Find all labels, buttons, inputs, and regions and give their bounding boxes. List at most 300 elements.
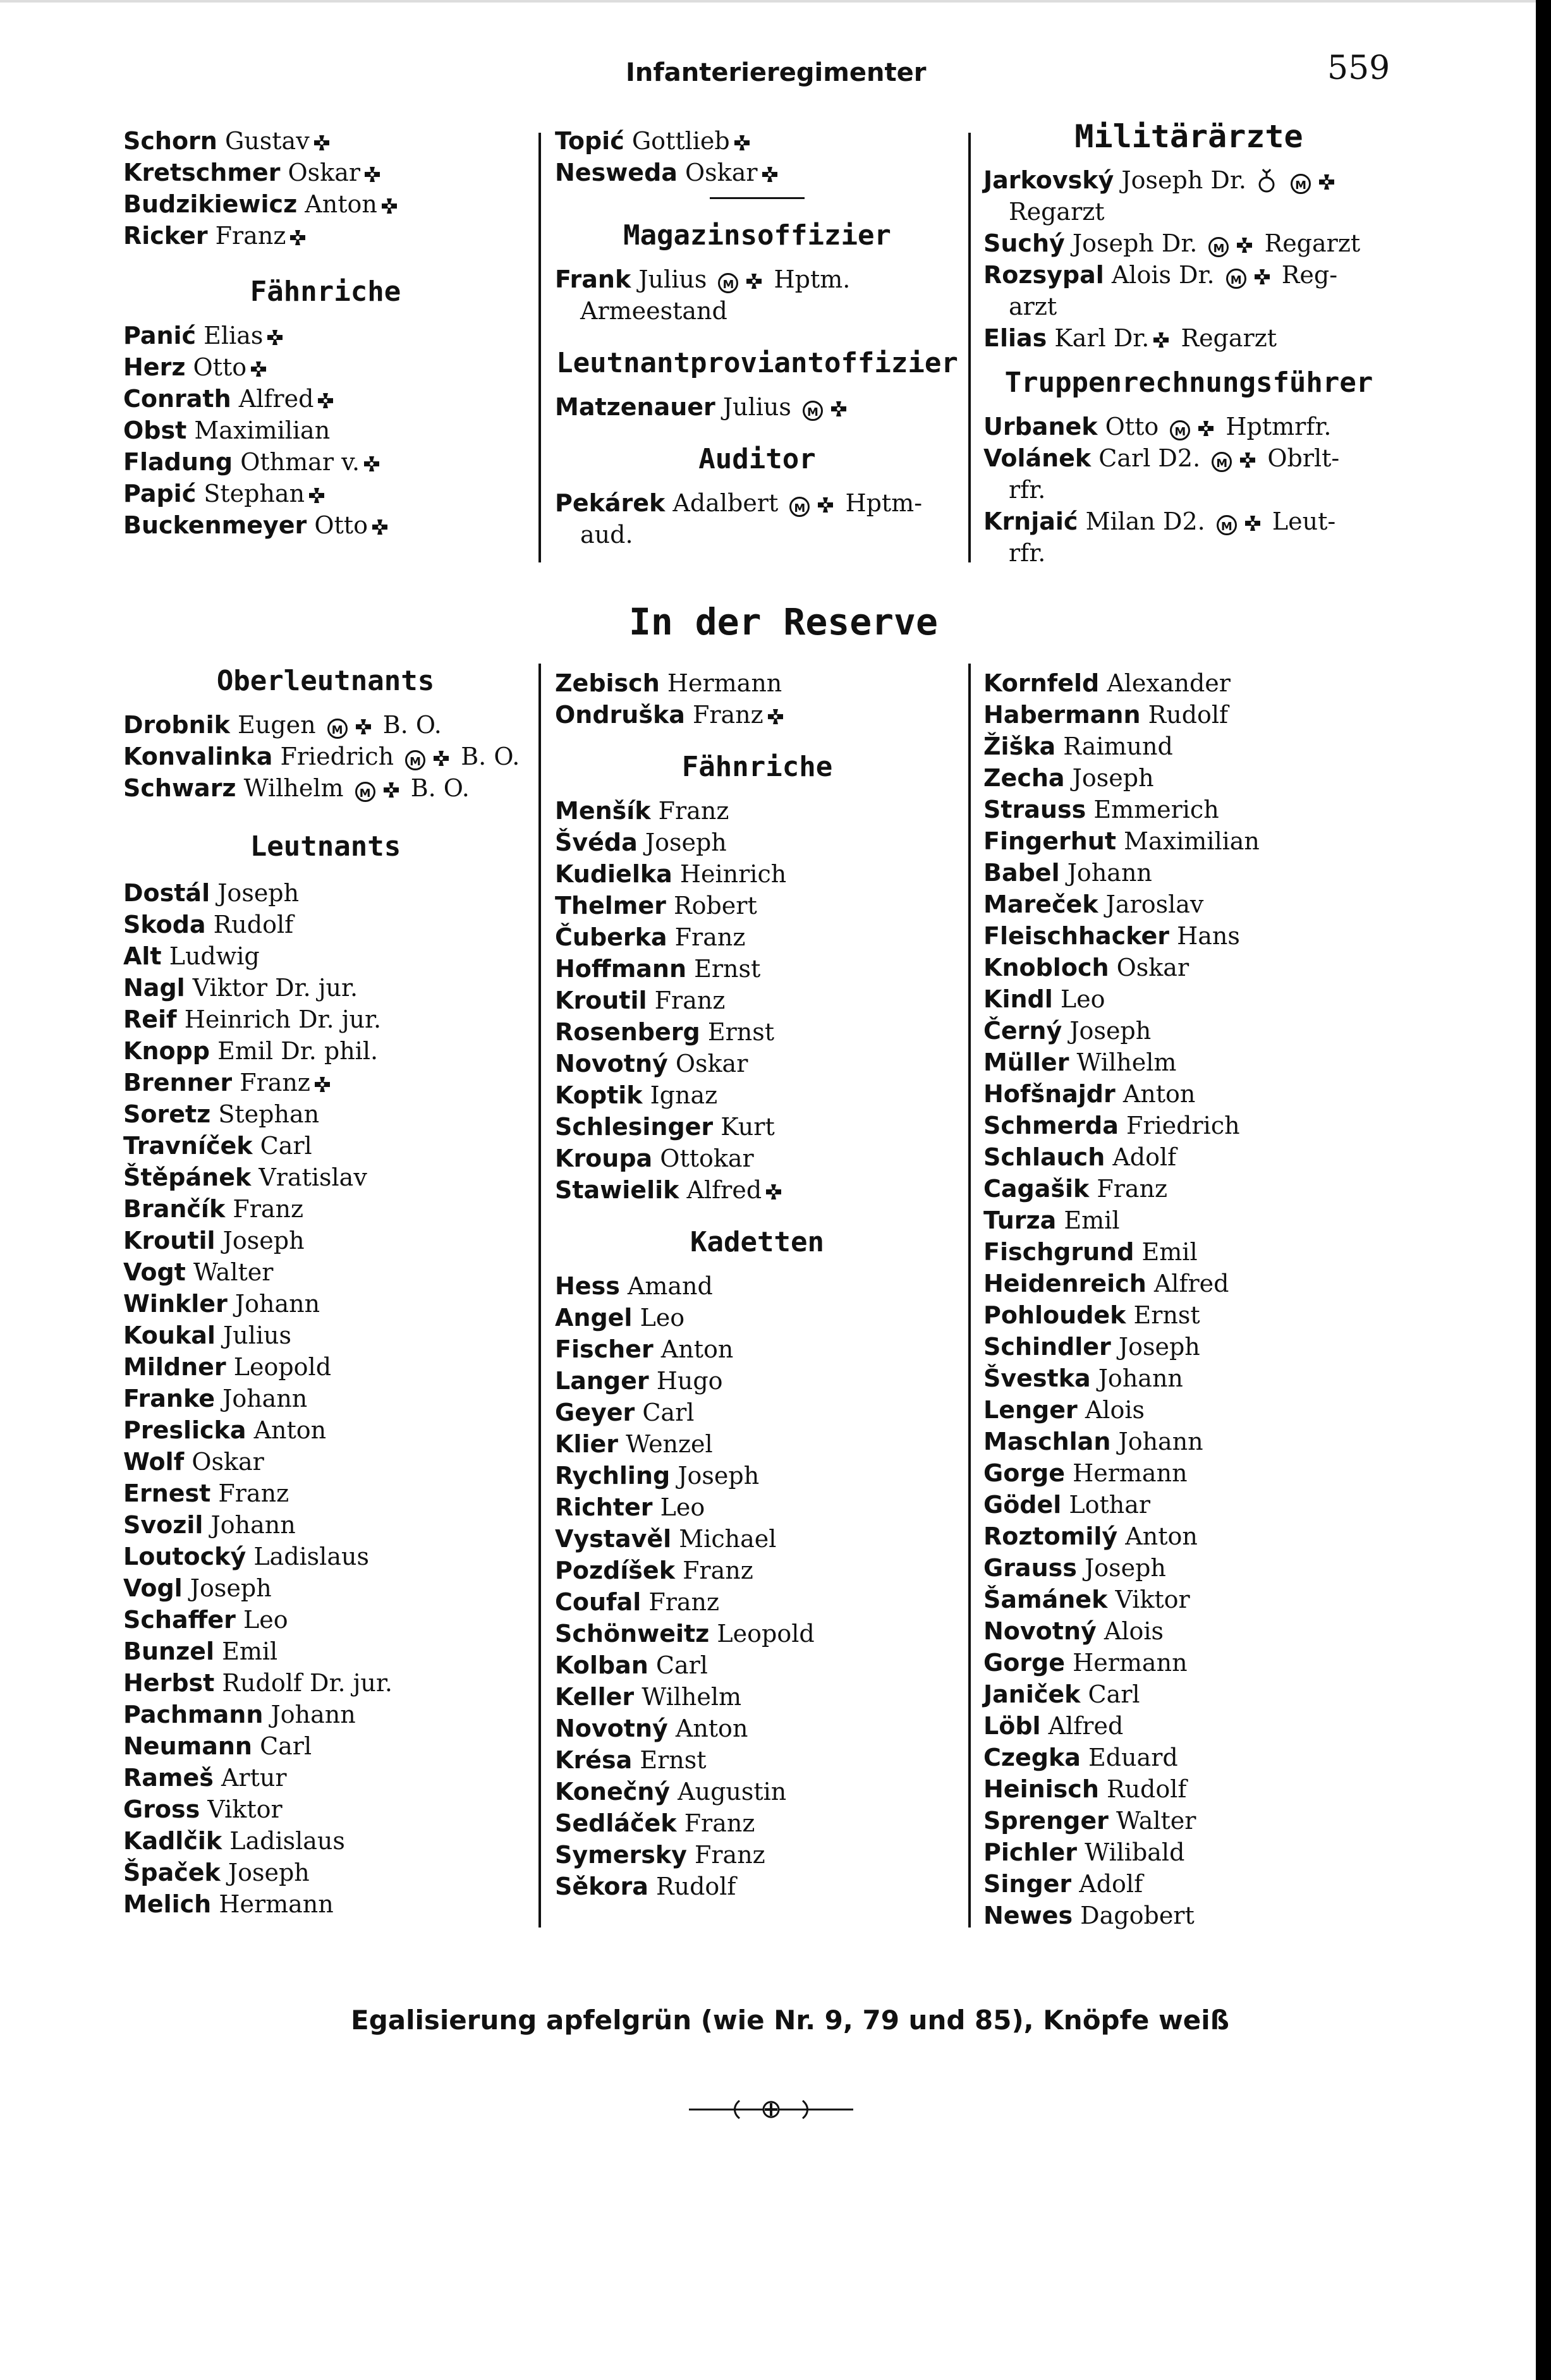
surname: Heinisch — [983, 1775, 1099, 1803]
officer-entry — [555, 1048, 959, 1079]
surname: Rosenberg — [555, 1018, 700, 1046]
cross-decoration-icon — [289, 229, 306, 246]
section-heading: Leutnantproviantoffizier — [556, 347, 958, 379]
surname: Gorge — [983, 1649, 1066, 1677]
cross-decoration-icon — [308, 487, 325, 504]
officer-entry — [983, 1426, 1394, 1457]
given-name: Wilhelm — [642, 1683, 742, 1711]
officer-entry — [123, 1478, 528, 1509]
given-name: Walter — [193, 1258, 274, 1286]
surname: Brančík — [123, 1195, 226, 1223]
given-name: Wilhelm — [1076, 1048, 1177, 1076]
separator-rule — [710, 197, 805, 199]
rank-note: Reg- — [1281, 261, 1338, 289]
officer-entry — [123, 1446, 528, 1478]
surname: Kadlčik — [123, 1827, 222, 1855]
officer-entry — [123, 478, 528, 509]
surname: Fleischhacker — [983, 922, 1169, 950]
officer-list — [123, 320, 528, 541]
officer-entry — [123, 877, 528, 909]
officer-entry — [123, 1604, 528, 1636]
given-name: Raimund — [1063, 732, 1173, 760]
officer-list — [555, 1270, 959, 1902]
surname: Pohloudek — [983, 1301, 1126, 1329]
officer-entry — [555, 890, 959, 921]
officer-entry — [123, 383, 528, 415]
officer-entry — [555, 1397, 959, 1428]
officer-entry — [555, 985, 959, 1016]
surname: Vogt — [123, 1258, 186, 1286]
officer-entry — [983, 506, 1394, 569]
surname: Ernest — [123, 1479, 211, 1507]
surname: Schlesinger — [555, 1113, 714, 1141]
surname: Strauss — [983, 796, 1086, 823]
officer-entry — [555, 699, 959, 731]
section-heading: Magazinsoffizier — [623, 219, 891, 252]
given-name: Joseph — [678, 1462, 760, 1490]
officer-entry — [555, 1111, 959, 1143]
officer-entry — [123, 1888, 528, 1920]
medal-icon: M — [1170, 420, 1190, 440]
rank-note: Obrlt- — [1267, 444, 1340, 472]
cross-decoration-icon — [433, 750, 449, 767]
officer-entry — [983, 1742, 1394, 1773]
given-name: Elias — [204, 322, 264, 349]
surname: Skoda — [123, 911, 206, 938]
officer-entry — [555, 1016, 959, 1048]
given-name: Carl — [655, 1651, 708, 1679]
given-name: Carl D2. — [1098, 444, 1201, 472]
surname: Schorn — [123, 127, 217, 155]
given-name: Rudolf — [213, 911, 294, 938]
officer-entry — [123, 1004, 528, 1035]
officer-entry — [983, 699, 1394, 731]
given-name: Julius — [638, 265, 707, 293]
surname: Koukal — [123, 1321, 216, 1349]
cross-decoration-icon — [1254, 269, 1270, 285]
given-name: Ludwig — [169, 942, 260, 970]
surname: Rozsypal — [983, 261, 1104, 289]
officer-entry — [983, 164, 1394, 228]
given-name: Ladislaus — [229, 1827, 345, 1855]
medal-icon: M — [355, 782, 375, 802]
given-name: Jaroslav — [1105, 890, 1204, 918]
officer-entry — [123, 1509, 528, 1541]
cross-decoration-icon — [313, 135, 330, 151]
given-name: Franz — [658, 797, 729, 825]
surname: Coufal — [555, 1588, 642, 1616]
section-heading: Kadetten — [690, 1226, 824, 1258]
surname: Knobloch — [983, 954, 1109, 981]
surname: Knopp — [123, 1037, 210, 1065]
surname: Angel — [555, 1304, 633, 1332]
rank-note: B. O. — [461, 743, 520, 770]
surname: Frank — [555, 265, 631, 293]
officer-entry — [123, 1762, 528, 1794]
given-name: Wilibald — [1085, 1838, 1185, 1866]
officer-entry — [983, 1805, 1394, 1837]
given-name: Emil Dr. phil. — [217, 1037, 379, 1065]
officer-entry — [555, 1618, 959, 1649]
given-name: Anton — [675, 1715, 748, 1742]
given-name: Joseph — [645, 829, 727, 856]
officer-entry — [555, 1079, 959, 1111]
officer-entry — [555, 487, 959, 550]
officer-entry — [983, 1047, 1394, 1078]
section-heading: Fähnriche — [681, 751, 833, 783]
cross-decoration-icon — [314, 1076, 331, 1093]
officer-entry — [123, 446, 528, 478]
given-name: Carl — [260, 1132, 312, 1160]
given-name: Gottlieb — [631, 127, 730, 155]
surname: Loutocký — [123, 1543, 246, 1570]
officer-entry — [555, 667, 959, 699]
officer-entry — [123, 1256, 528, 1288]
surname: Turza — [983, 1206, 1057, 1234]
col2-lower — [555, 667, 959, 1902]
given-name: Franz — [695, 1841, 765, 1869]
officer-entry — [123, 1825, 528, 1857]
given-name: Heinrich — [679, 860, 787, 888]
surname: Schindler — [983, 1333, 1111, 1361]
officer-entry — [555, 858, 959, 890]
rank-note: Hptmrfr. — [1226, 413, 1332, 440]
surname: Habermann — [983, 701, 1141, 729]
medal-icon: M — [789, 497, 810, 517]
officer-entry — [983, 1331, 1394, 1363]
given-name: Hermann — [667, 669, 782, 697]
given-name: Franz — [674, 923, 746, 951]
given-name: Ernst — [694, 955, 761, 983]
given-name: Franz — [215, 222, 286, 250]
given-name: Franz — [218, 1479, 289, 1507]
given-name: Robert — [673, 892, 757, 920]
surname: Špaček — [123, 1859, 221, 1886]
officer-entry — [983, 1363, 1394, 1394]
given-name: Alois — [1085, 1396, 1145, 1424]
surname: Jarkovský — [983, 166, 1114, 194]
given-name: Anton — [1125, 1522, 1198, 1550]
officer-entry — [983, 1141, 1394, 1173]
surname: Krnjaić — [983, 507, 1078, 535]
rank-note-continued: arzt — [1009, 293, 1057, 320]
officer-entry — [983, 1173, 1394, 1205]
given-name: Alois — [1104, 1617, 1164, 1645]
given-name: Otto — [1105, 413, 1159, 440]
given-name: Eduard — [1088, 1744, 1178, 1771]
officer-entry — [983, 1268, 1394, 1299]
given-name: Joseph — [1072, 764, 1154, 792]
given-name: Johann — [1118, 1428, 1203, 1455]
officer-entry — [123, 1572, 528, 1604]
given-name: Maximilian — [194, 416, 331, 444]
officer-entry — [123, 1541, 528, 1572]
officer-entry — [983, 1552, 1394, 1584]
given-name: Johann — [1067, 859, 1152, 887]
officer-entry — [123, 1130, 528, 1162]
given-name: Amand — [627, 1272, 713, 1300]
given-name: Anton — [305, 190, 377, 218]
given-name: Kurt — [721, 1113, 775, 1141]
cross-decoration-icon — [830, 401, 847, 417]
officer-entry — [123, 320, 528, 351]
cross-decoration-icon — [355, 719, 372, 735]
cross-decoration-icon — [372, 519, 388, 535]
given-name: Carl — [1088, 1680, 1140, 1708]
cross-decoration-icon — [1244, 515, 1261, 531]
officer-list — [123, 709, 528, 804]
officer-entry — [983, 1773, 1394, 1805]
surname: Nesweda — [555, 159, 678, 186]
surname: Keller — [555, 1683, 635, 1711]
surname: Thelmer — [555, 892, 666, 920]
officer-entry — [983, 667, 1394, 699]
given-name: Franz — [692, 701, 763, 729]
given-name: Adolf — [1112, 1143, 1177, 1171]
given-name: Dagobert — [1080, 1902, 1195, 1929]
officer-entry — [123, 1035, 528, 1067]
given-name: Julius — [722, 393, 791, 421]
surname: Novotný — [555, 1715, 668, 1742]
page-number: 559 — [1327, 49, 1390, 87]
surname: Roztomilý — [983, 1522, 1118, 1550]
officer-entry — [983, 1110, 1394, 1141]
given-name: Alfred — [238, 385, 314, 413]
given-name: Franz — [233, 1195, 304, 1223]
surname: Richter — [555, 1493, 653, 1521]
given-name: Rudolf — [655, 1873, 736, 1900]
given-name: Johann — [210, 1511, 296, 1539]
surname: Schwarz — [123, 774, 236, 802]
officer-entry — [983, 1868, 1394, 1900]
surname: Krésa — [555, 1746, 633, 1774]
surname: Kolban — [555, 1651, 648, 1679]
surname: Gross — [123, 1795, 200, 1823]
surname: Gorge — [983, 1459, 1066, 1487]
officer-entry — [123, 1193, 528, 1225]
cross-decoration-icon — [383, 782, 399, 798]
given-name: Wilhelm — [243, 774, 344, 802]
section-heading: Oberleutnants — [216, 665, 435, 697]
surname: Babel — [983, 859, 1060, 887]
medal-icon: M — [327, 719, 348, 739]
given-name: Emil — [1141, 1238, 1198, 1266]
officer-entry — [983, 1299, 1394, 1331]
officer-entry — [123, 1730, 528, 1762]
given-name: Vratislav — [258, 1163, 367, 1191]
given-name: Emmerich — [1093, 796, 1219, 823]
surname: Hess — [555, 1272, 620, 1300]
given-name: Ottokar — [660, 1144, 754, 1172]
officer-entry — [983, 794, 1394, 825]
section-heading: Leutnants — [250, 830, 401, 863]
given-name: Hermann — [1073, 1459, 1188, 1487]
officer-entry — [983, 1457, 1394, 1489]
given-name: Rudolf Dr. jur. — [222, 1669, 392, 1697]
officer-list — [555, 795, 959, 1206]
section-heading: Militärärzte — [1074, 118, 1303, 155]
cross-decoration-icon — [1236, 237, 1253, 253]
officer-entry — [555, 1776, 959, 1807]
officer-list — [555, 125, 959, 188]
rank-note: Hptm. — [774, 265, 851, 293]
surname: Löbl — [983, 1712, 1041, 1740]
given-name: Viktor Dr. jur. — [192, 974, 358, 1002]
surname: Heidenreich — [983, 1270, 1147, 1297]
surname: Mareček — [983, 890, 1098, 918]
surname: Kudielka — [555, 860, 672, 888]
surname: Sedláček — [555, 1809, 677, 1837]
surname: Singer — [983, 1870, 1072, 1898]
given-name: Artur — [221, 1764, 287, 1792]
given-name: Leo — [1060, 985, 1105, 1013]
given-name: Oskar — [192, 1448, 264, 1476]
officer-entry — [123, 1288, 528, 1320]
given-name: Hugo — [656, 1367, 723, 1395]
officer-entry — [123, 1699, 528, 1730]
given-name: Maximilian — [1124, 827, 1260, 855]
officer-entry — [123, 125, 528, 157]
section-heading: Fähnriche — [250, 276, 401, 308]
officer-entry — [555, 1713, 959, 1744]
order-decoration-icon — [1258, 167, 1275, 193]
given-name: Otto — [314, 511, 368, 539]
surname: Schmerda — [983, 1112, 1119, 1139]
surname: Neumann — [123, 1732, 252, 1760]
given-name: Leo — [660, 1493, 705, 1521]
medal-icon: M — [1291, 174, 1311, 194]
officer-entry — [123, 1794, 528, 1825]
officer-entry — [123, 220, 528, 252]
surname: Vogl — [123, 1574, 183, 1602]
officer-entry — [123, 509, 528, 541]
surname: Bunzel — [123, 1637, 214, 1665]
medal-icon: M — [718, 273, 738, 293]
given-name: Heinrich Dr. jur. — [184, 1005, 382, 1033]
officer-entry — [555, 1649, 959, 1681]
given-name: Hermann — [219, 1890, 334, 1918]
officer-entry — [123, 1098, 528, 1130]
given-name: Franz — [684, 1809, 755, 1837]
officer-entry — [983, 731, 1394, 762]
given-name: Joseph — [1118, 1333, 1200, 1361]
officer-entry — [983, 920, 1394, 952]
cross-decoration-icon — [363, 456, 380, 472]
given-name: Julius — [222, 1321, 291, 1349]
surname: Schönweitz — [555, 1620, 710, 1648]
officer-entry — [123, 188, 528, 220]
surname: Pekárek — [555, 489, 666, 517]
rank-note-continued: rfr. — [1009, 476, 1046, 504]
officer-entry — [983, 259, 1394, 322]
given-name: Adolf — [1079, 1870, 1143, 1898]
officer-entry — [555, 1807, 959, 1839]
given-name: Ernst — [640, 1746, 707, 1774]
given-name: Joseph Dr. — [1072, 229, 1198, 257]
surname: Švéda — [555, 829, 638, 856]
running-head: Infanterieregimenter — [626, 58, 927, 87]
officer-entry — [123, 741, 528, 772]
given-name: Joseph — [217, 879, 300, 907]
officer-entry — [983, 952, 1394, 983]
given-name: Othmar v. — [240, 448, 360, 476]
cross-decoration-icon — [765, 1184, 782, 1200]
surname: Melich — [123, 1890, 212, 1918]
surname: Herbst — [123, 1669, 215, 1697]
surname: Šamánek — [983, 1586, 1108, 1613]
surname: Lenger — [983, 1396, 1078, 1424]
column-rule — [538, 133, 541, 562]
given-name: Franz — [654, 987, 726, 1014]
given-name: Joseph Dr. — [1121, 166, 1246, 194]
cross-decoration-icon — [734, 135, 750, 151]
surname: Pozdíšek — [555, 1557, 675, 1584]
surname: Franke — [123, 1385, 215, 1412]
end-ornament — [686, 2097, 856, 2122]
officer-list — [555, 264, 959, 327]
given-name: Friedrich — [280, 743, 394, 770]
officer-entry — [555, 953, 959, 985]
officer-entry — [123, 1320, 528, 1351]
surname: Topić — [555, 127, 624, 155]
officer-list — [983, 164, 1394, 354]
given-name: Rudolf — [1106, 1775, 1187, 1803]
officer-entry — [555, 1681, 959, 1713]
given-name: Franz — [1097, 1175, 1168, 1203]
given-name: Milan D2. — [1085, 507, 1205, 535]
officer-list — [123, 877, 528, 1920]
given-name: Johann — [234, 1290, 320, 1318]
officer-list — [983, 667, 1394, 1931]
given-name: Anton — [1122, 1080, 1196, 1108]
officer-entry — [123, 157, 528, 188]
officer-entry — [555, 1143, 959, 1174]
given-name: Karl Dr. — [1054, 324, 1150, 352]
surname: Preslicka — [123, 1416, 246, 1444]
medal-icon: M — [1208, 237, 1229, 257]
officer-entry — [123, 1383, 528, 1414]
officer-entry — [555, 1428, 959, 1460]
medal-icon: M — [803, 401, 823, 421]
surname: Čuberka — [555, 923, 667, 951]
scan-border — [1536, 0, 1551, 2380]
surname: Drobnik — [123, 711, 230, 739]
officer-entry — [123, 972, 528, 1004]
surname: Ondruška — [555, 701, 685, 729]
surname: Kornfeld — [983, 669, 1100, 697]
officer-entry — [983, 1205, 1394, 1236]
given-name: Franz — [240, 1069, 310, 1096]
surname: Sěkora — [555, 1873, 648, 1900]
officer-entry — [983, 228, 1394, 259]
officer-entry — [123, 1414, 528, 1446]
rank-note: Regarzt — [1181, 324, 1277, 352]
officer-entry — [983, 1521, 1394, 1552]
surname: Grauss — [983, 1554, 1077, 1582]
surname: Pachmann — [123, 1701, 264, 1728]
given-name: Emil — [1064, 1206, 1120, 1234]
officer-entry — [983, 762, 1394, 794]
given-name: Franz — [648, 1588, 720, 1616]
given-name: Michael — [679, 1525, 777, 1553]
column-rule — [968, 133, 971, 562]
officer-list — [555, 667, 959, 731]
officer-entry — [555, 1460, 959, 1491]
cross-decoration-icon — [762, 166, 778, 183]
given-name: Carl — [260, 1732, 312, 1760]
surname: Travníček — [123, 1132, 253, 1160]
given-name: Leo — [640, 1304, 685, 1332]
